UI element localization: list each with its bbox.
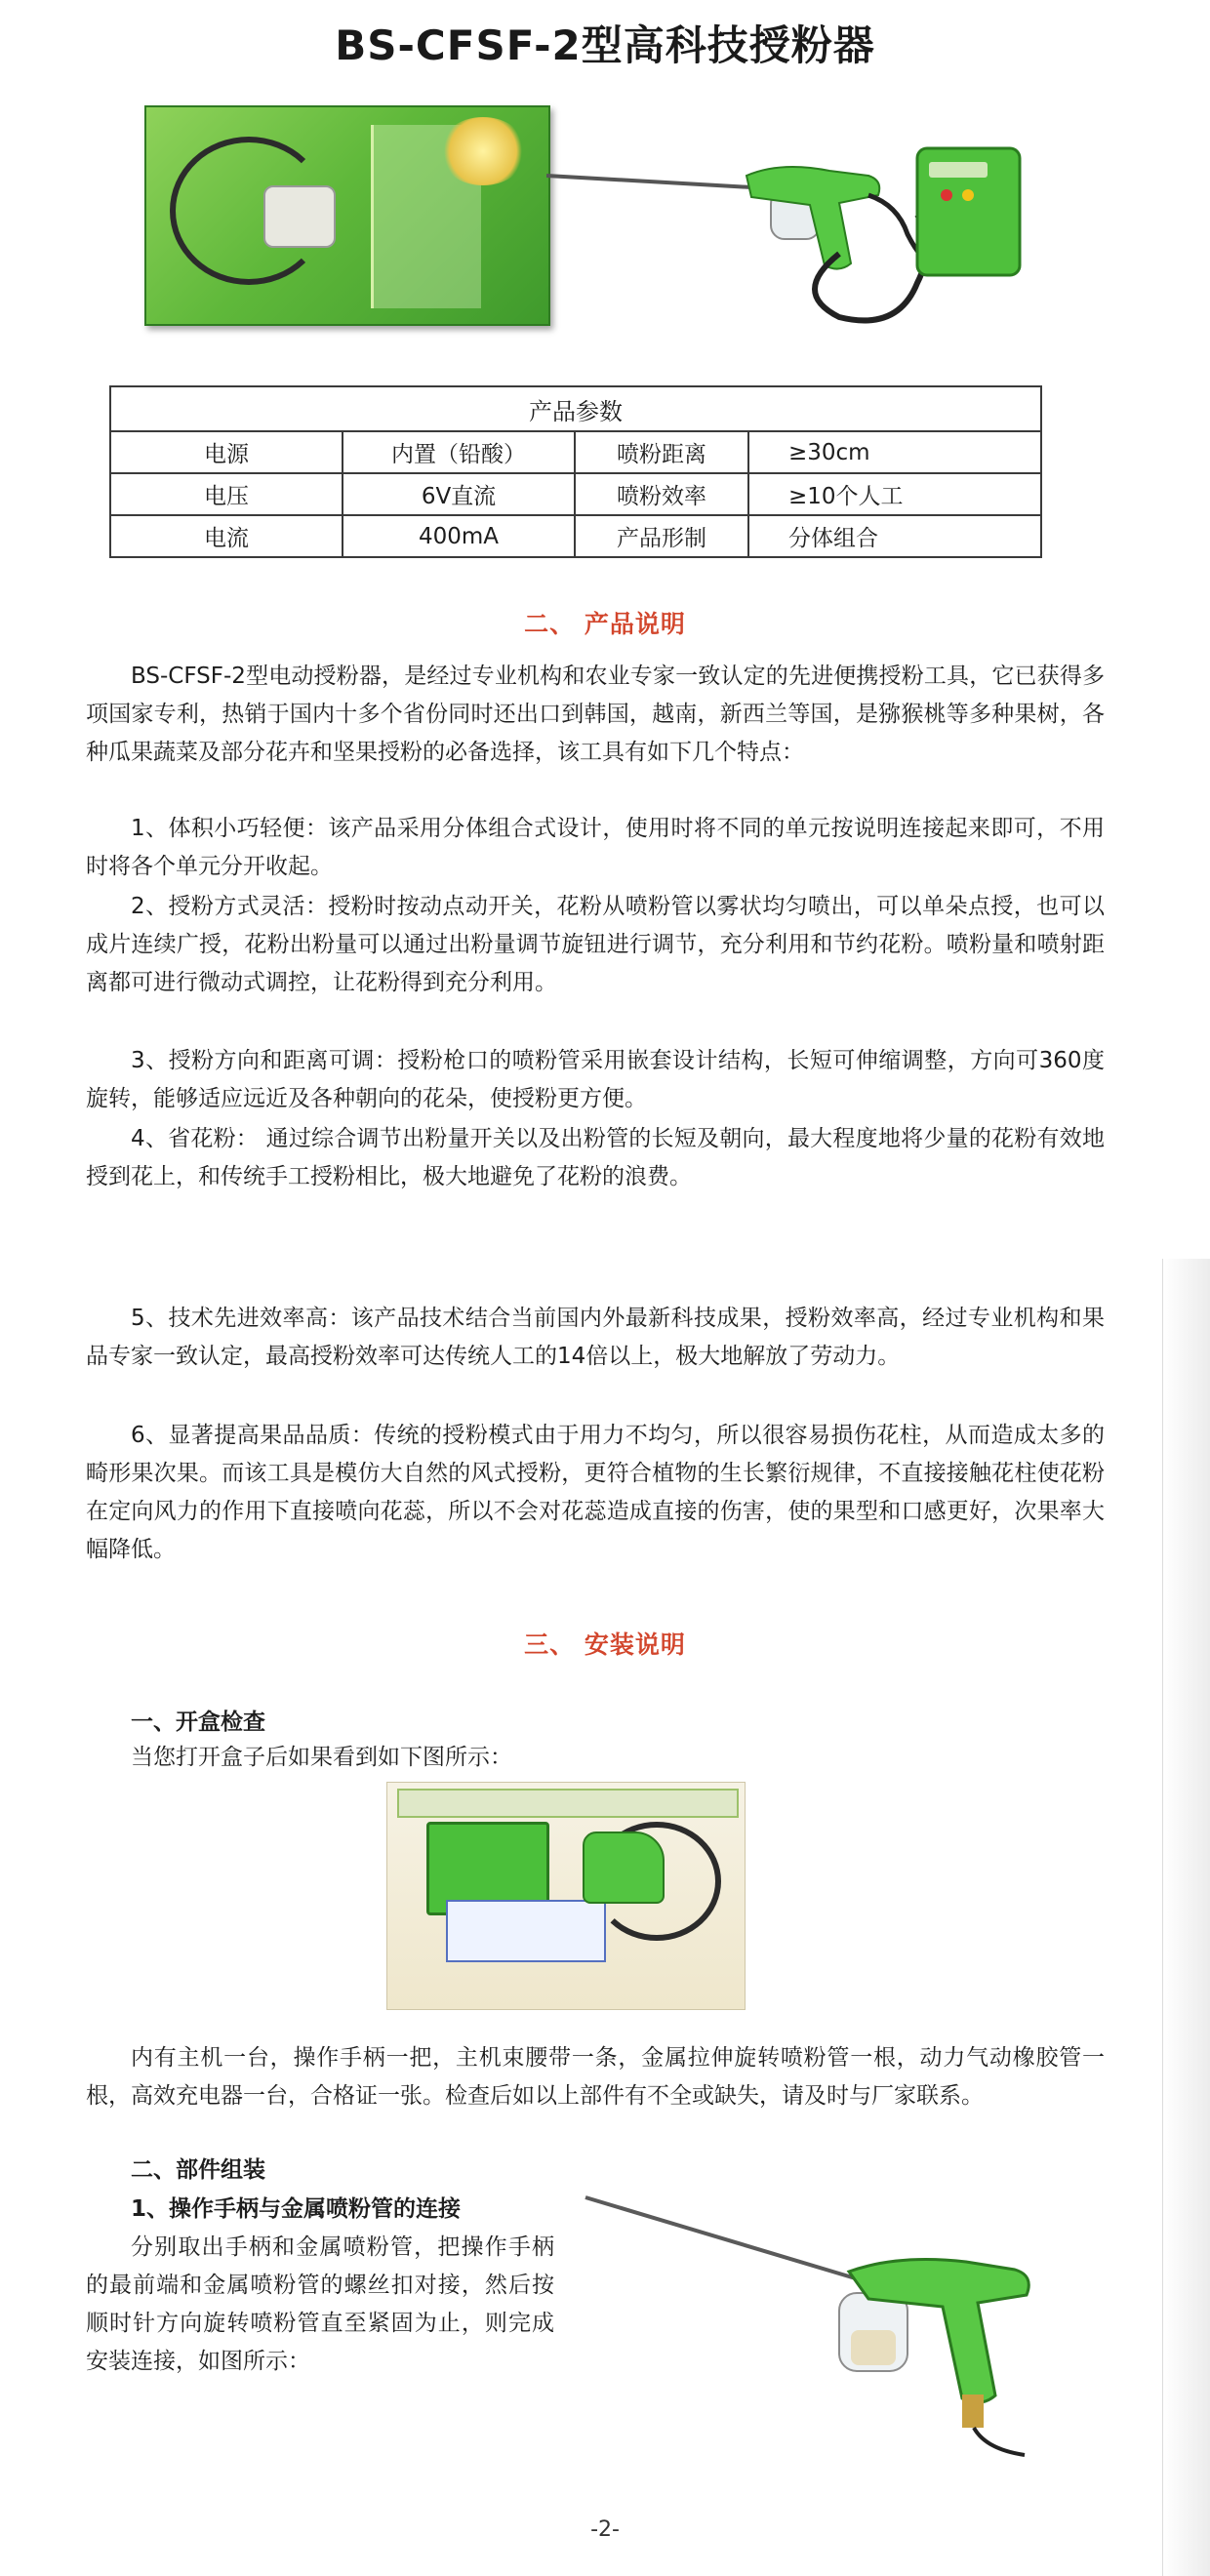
table-cell: 喷粉效率 [575,473,748,515]
box-lid-illustration [397,1789,739,1818]
subheading-assembly: 二、部件组装 [131,2157,265,2183]
product-parameters-table [109,385,1042,558]
subheading-open-box-check: 一、开盒检查 [131,1710,265,1735]
section-title-product-description: 二、 产品说明 [524,610,686,638]
feature-2-paragraph: 2、授粉方式灵活：授粉时按动点动开关，花粉从喷粉管以雾状均匀喷出，可以单朵点授，也可以成片连续广授，花粉出粉量可以通过出粉量调节旋钮进行调节，充分利用和节约花粉。喷粉量和喷射距离都可进行微动式调控，让花粉得到充分利用。 [86,894,1105,995]
page-title: BS-CFSF-2型高科技授粉器 [335,21,875,69]
certificate-card-illustration [446,1900,606,1962]
page-number: -2- [590,2517,620,2542]
open-box-instruction: 当您打开盒子后如果看到如下图所示： [131,1745,512,1770]
table-cell: 电源 [110,431,343,473]
table-row [110,431,1041,473]
table-cell: ≥30cm [748,431,1041,473]
open-box-contents-photo [386,1782,746,2010]
assembled-handle-nozzle-photo [576,2186,1103,2469]
table-cell: 内置（铅酸） [343,431,575,473]
table-cell: 分体组合 [748,515,1041,557]
product-box-photo [144,105,550,326]
table-row [110,515,1041,557]
pollen-cup-illustration [263,185,336,248]
table-cell: 电压 [110,473,343,515]
handle-illustration [583,1831,665,1904]
table-cell: 电流 [110,515,343,557]
pollinator-device-photo [546,137,1034,332]
feature-6-paragraph: 6、显著提高果品品质：传统的授粉模式由于用力不均匀，所以很容易损伤花柱，从而造成太多的畸形果次果。而该工具是模仿大自然的风式授粉，更符合植物的生长繁衍规律，不直接接触花柱使花粉在定向风力的作用下直接喷向花蕊，所以不会对花蕊造成直接的伤害，使的果型和口感更好，次果率大幅降低。 [86,1423,1105,1562]
box-contents-paragraph: 内有主机一台，操作手柄一把，主机束腰带一条，金属拉伸旋转喷粉管一根，动力气动橡胶管一根，高效充电器一台，合格证一张。检查后如以上部件有不全或缺失，请及时与厂家联系。 [86,2045,1105,2109]
table-cell: 喷粉距离 [575,431,748,473]
table-cell: 6V直流 [343,473,575,515]
page-edge-shadow [1162,1259,1210,2576]
feature-1-paragraph: 1、体积小巧轻便：该产品采用分体组合式设计，使用时将不同的单元按说明连接起来即可，不用时将各个单元分开收起。 [86,816,1105,879]
table-heading: 产品参数 [110,386,1041,431]
section-title-installation: 三、 安装说明 [524,1630,686,1659]
product-intro-paragraph: BS-CFSF-2型电动授粉器，是经过专业机构和农业专家一致认定的先进便携授粉工具，它已获得多项国家专利，热销于国内十多个省份同时还出口到韩国，越南，新西兰等国，是猕猴桃等多种果树，各种瓜果蔬菜及部分花卉和坚果授粉的必备选择，该工具有如下几个特点： [86,664,1105,765]
table-cell: 产品形制 [575,515,748,557]
table-row [110,473,1041,515]
step-1-paragraph: 分别取出手柄和金属喷粉管，把操作手柄的最前端和金属喷粉管的螺丝扣对接，然后按顺时针方向旋转喷粉管直至紧固为止，则完成安装连接，如图所示： [86,2234,554,2374]
feature-5-paragraph: 5、技术先进效率高：该产品技术结合当前国内外最新科技成果，授粉效率高，经过专业机构和果品专家一致认定，最高授粉效率可达传统人工的14倍以上，极大地解放了劳动力。 [86,1306,1105,1369]
feature-3-paragraph: 3、授粉方向和距离可调：授粉枪口的喷粉管采用嵌套设计结构，长短可伸缩调整，方向可360度旋转，能够适应远近及各种朝向的花朵，使授粉更方便。 [86,1048,1105,1111]
table-cell: 400mA [343,515,575,557]
flower-illustration [439,117,527,185]
table-cell: ≥10个人工 [748,473,1041,515]
feature-4-paragraph: 4、省花粉： 通过综合调节出粉量开关以及出粉管的长短及朝向，最大程度地将少量的花粉有效地授到花上，和传统手工授粉相比，极大地避免了花粉的浪费。 [86,1126,1105,1189]
step-1-title: 1、操作手柄与金属喷粉管的连接 [131,2196,462,2222]
